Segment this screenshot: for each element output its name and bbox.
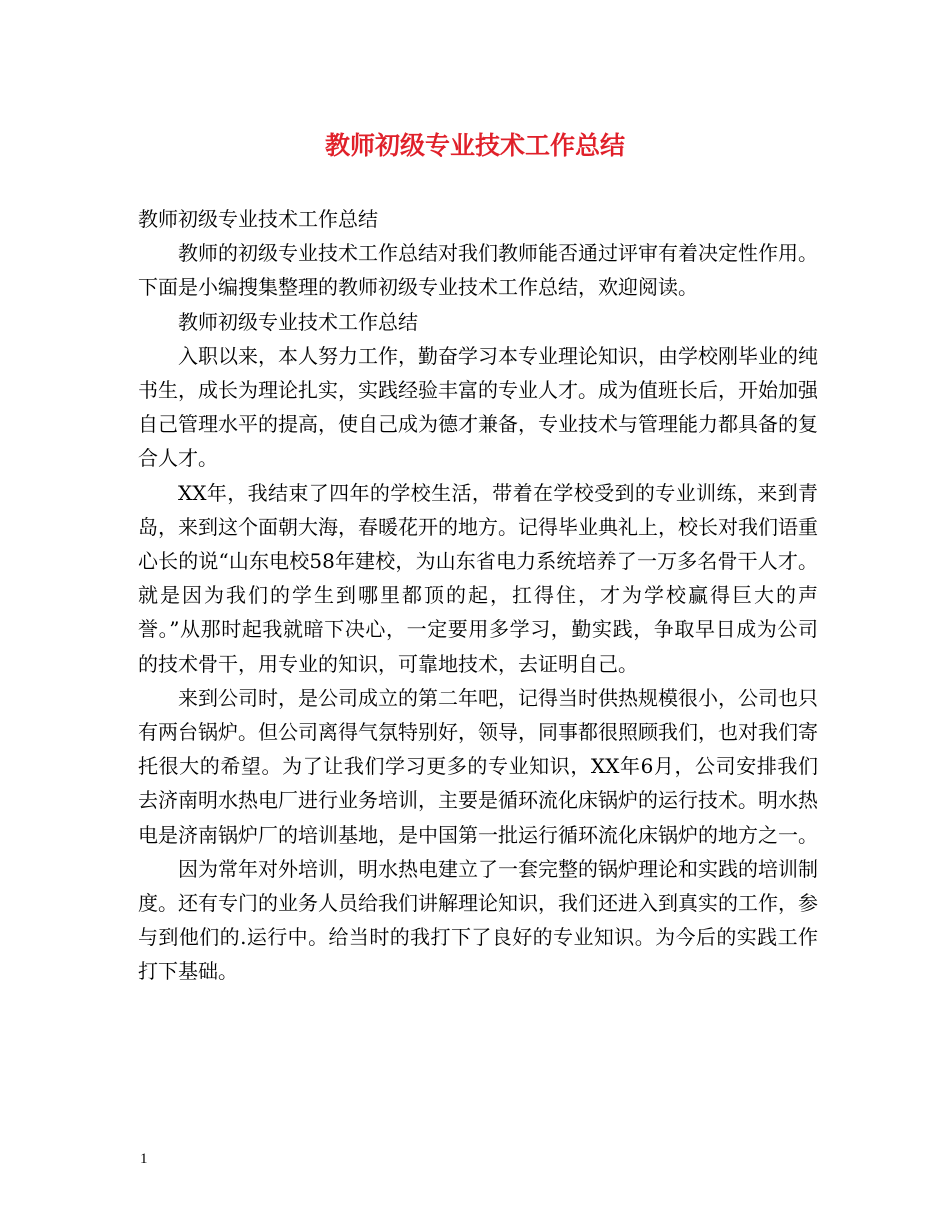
document-body — [138, 202, 818, 989]
intro-paragraph: 教师的初级专业技术工作总结对我们教师能否通过评审有着决定性作用。下面是小编搜集整理的教师初级专业技术工作总结，欢迎阅读。 — [138, 241, 818, 300]
document-title: 教师初级专业技术工作总结 — [324, 131, 625, 160]
section-heading: 教师初级专业技术工作总结 — [178, 309, 418, 334]
page-number: 1 — [140, 1151, 148, 1167]
body-subtitle: 教师初级专业技术工作总结 — [138, 207, 378, 231]
body-paragraph: 入职以来，本人努力工作，勤奋学习本专业理论知识，由学校刚毕业的纯书生，成长为理论扎实，实践经验丰富的专业人才。成为值班长后，开始加强自己管理水平的提高，使自己成为德才兼备，专业技术与管理能力都具备的复合人才。 — [138, 343, 818, 471]
body-paragraph: 来到公司时，是公司成立的第二年吧，记得当时供热规模很小，公司也只有两台锅炉。但公司离得气氛特别好，领导，同事都很照顾我们，也对我们寄托很大的希望。为了让我们学习更多的专业知识，XX年6月，公司安排我们去济南明水热电厂进行业务培训，主要是循环流化床锅炉的运行技术。明水热电是济南锅炉厂的培训基地，是中国第一批运行循环流化床锅炉的地方之一。 — [138, 685, 818, 847]
body-paragraph: 因为常年对外培训，明水热电建立了一套完整的锅炉理论和实践的培训制度。还有专门的业务人员给我们讲解理论知识，我们还进入到真实的工作，参与到他们的.运行中。给当时的我打下了良好的专业知识。为今后的实践工作打下基础。 — [138, 856, 818, 984]
body-paragraph: XX年，我结束了四年的学校生活，带着在学校受到的专业训练，来到青岛，来到这个面朝大海，春暖花开的地方。记得毕业典礼上，校长对我们语重心长的说“山东电校58年建校，为山东省电力系统培养了一万多名骨干人才。就是因为我们的学生到哪里都顶的起，扛得住，才为学校赢得巨大的声誉。”从那时起我就暗下决心，一定要用多学习，勤实践，争取早日成为公司的技术骨干，用专业的知识，可靠地技术，去证明自己。 — [138, 480, 818, 676]
